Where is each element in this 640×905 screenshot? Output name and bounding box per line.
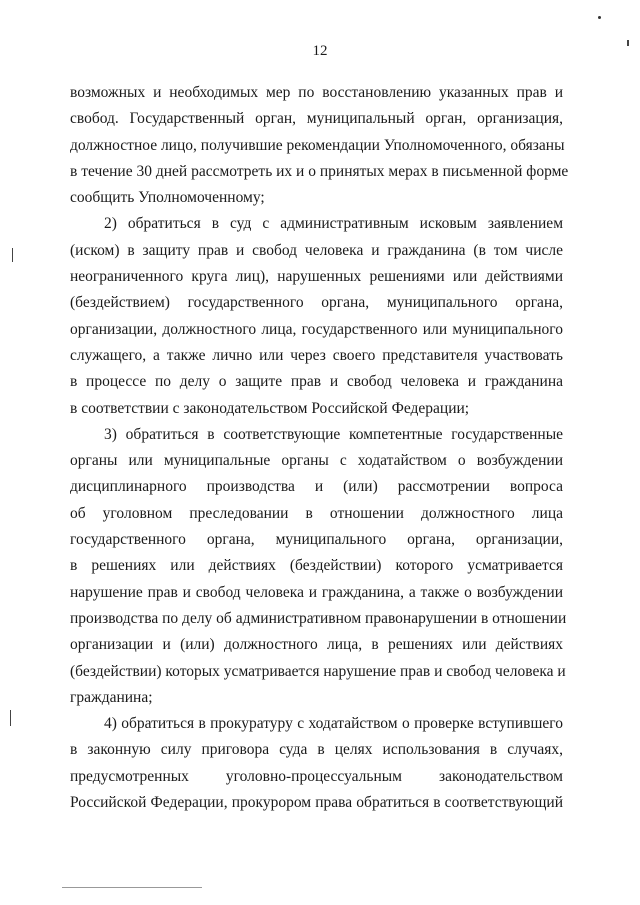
scan-edge-mark [62,887,202,888]
text-line: производства по делу об административном правонарушении в отношении [70,609,567,627]
text-line: 2) обратиться в суд с административным исковым заявлением [104,215,563,233]
text-line: организации и (или) должностного лица, в решениях или действиях [70,636,563,654]
text-line: в соответствии с законодательством Российской Федерации; [70,399,470,417]
text-line: дисциплинарного производства и (или) рассмотрении вопроса [70,478,563,496]
text-line: сообщить Уполномоченному; [70,189,265,207]
text-line: служащего, а также лично или через своего представителя участвовать [70,346,563,364]
text-line: свобод. Государственный орган, муниципальный орган, организация, [70,110,563,128]
text-line: государственного органа, муниципального органа, организации, [70,531,563,549]
text-line: в законную силу приговора суда в целях использования в случаях, [70,741,563,759]
text-line: об уголовном преследовании в отношении должностного лица [70,504,563,522]
scan-speck [598,16,601,19]
page-number: 12 [312,43,328,59]
text-line: органы или муниципальные органы с ходатайством о возбуждении [70,452,563,470]
text-line: (иском) в защиту прав и свобод человека и гражданина (в том числе [70,241,563,259]
text-line: в течение 30 дней рассмотреть их и о принятых мерах в письменной форме [70,162,569,180]
text-line: организации, должностного лица, государственного или муниципального [70,320,563,338]
scan-edge-mark [627,40,629,46]
text-line: гражданина; [70,688,153,706]
text-line: в решениях или действиях (бездействии) которого усматривается [70,557,563,575]
text-line: в процессе по делу о защите прав и свобод человека и гражданина [70,373,563,391]
text-line: Российской Федерации, прокурором права обратиться в соответствующий [70,794,563,812]
scan-edge-mark [10,710,11,726]
document-body [70,80,569,816]
text-line: 4) обратиться в прокуратуру с ходатайством о проверке вступившего [104,715,563,733]
text-line: (бездействием) государственного органа, муниципального органа, [70,294,563,312]
text-line: возможных и необходимых мер по восстановлению указанных прав и [70,84,563,101]
text-line: нарушение прав и свобод человека и гражданина, а также о возбуждении [70,583,563,601]
text-line: неограниченного круга лиц), нарушенных решениями или действиями [70,268,563,286]
scan-edge-mark [12,248,13,262]
text-line: (бездействии) которых усматривается нарушение прав и свобод человека и [70,662,566,680]
text-line: должностное лицо, получившие рекомендации Уполномоченного, обязаны [70,136,565,154]
text-line: 3) обратиться в соответствующие компетентные государственные [104,425,563,443]
text-line: предусмотренных уголовно-процессуальным законодательством [70,767,563,785]
